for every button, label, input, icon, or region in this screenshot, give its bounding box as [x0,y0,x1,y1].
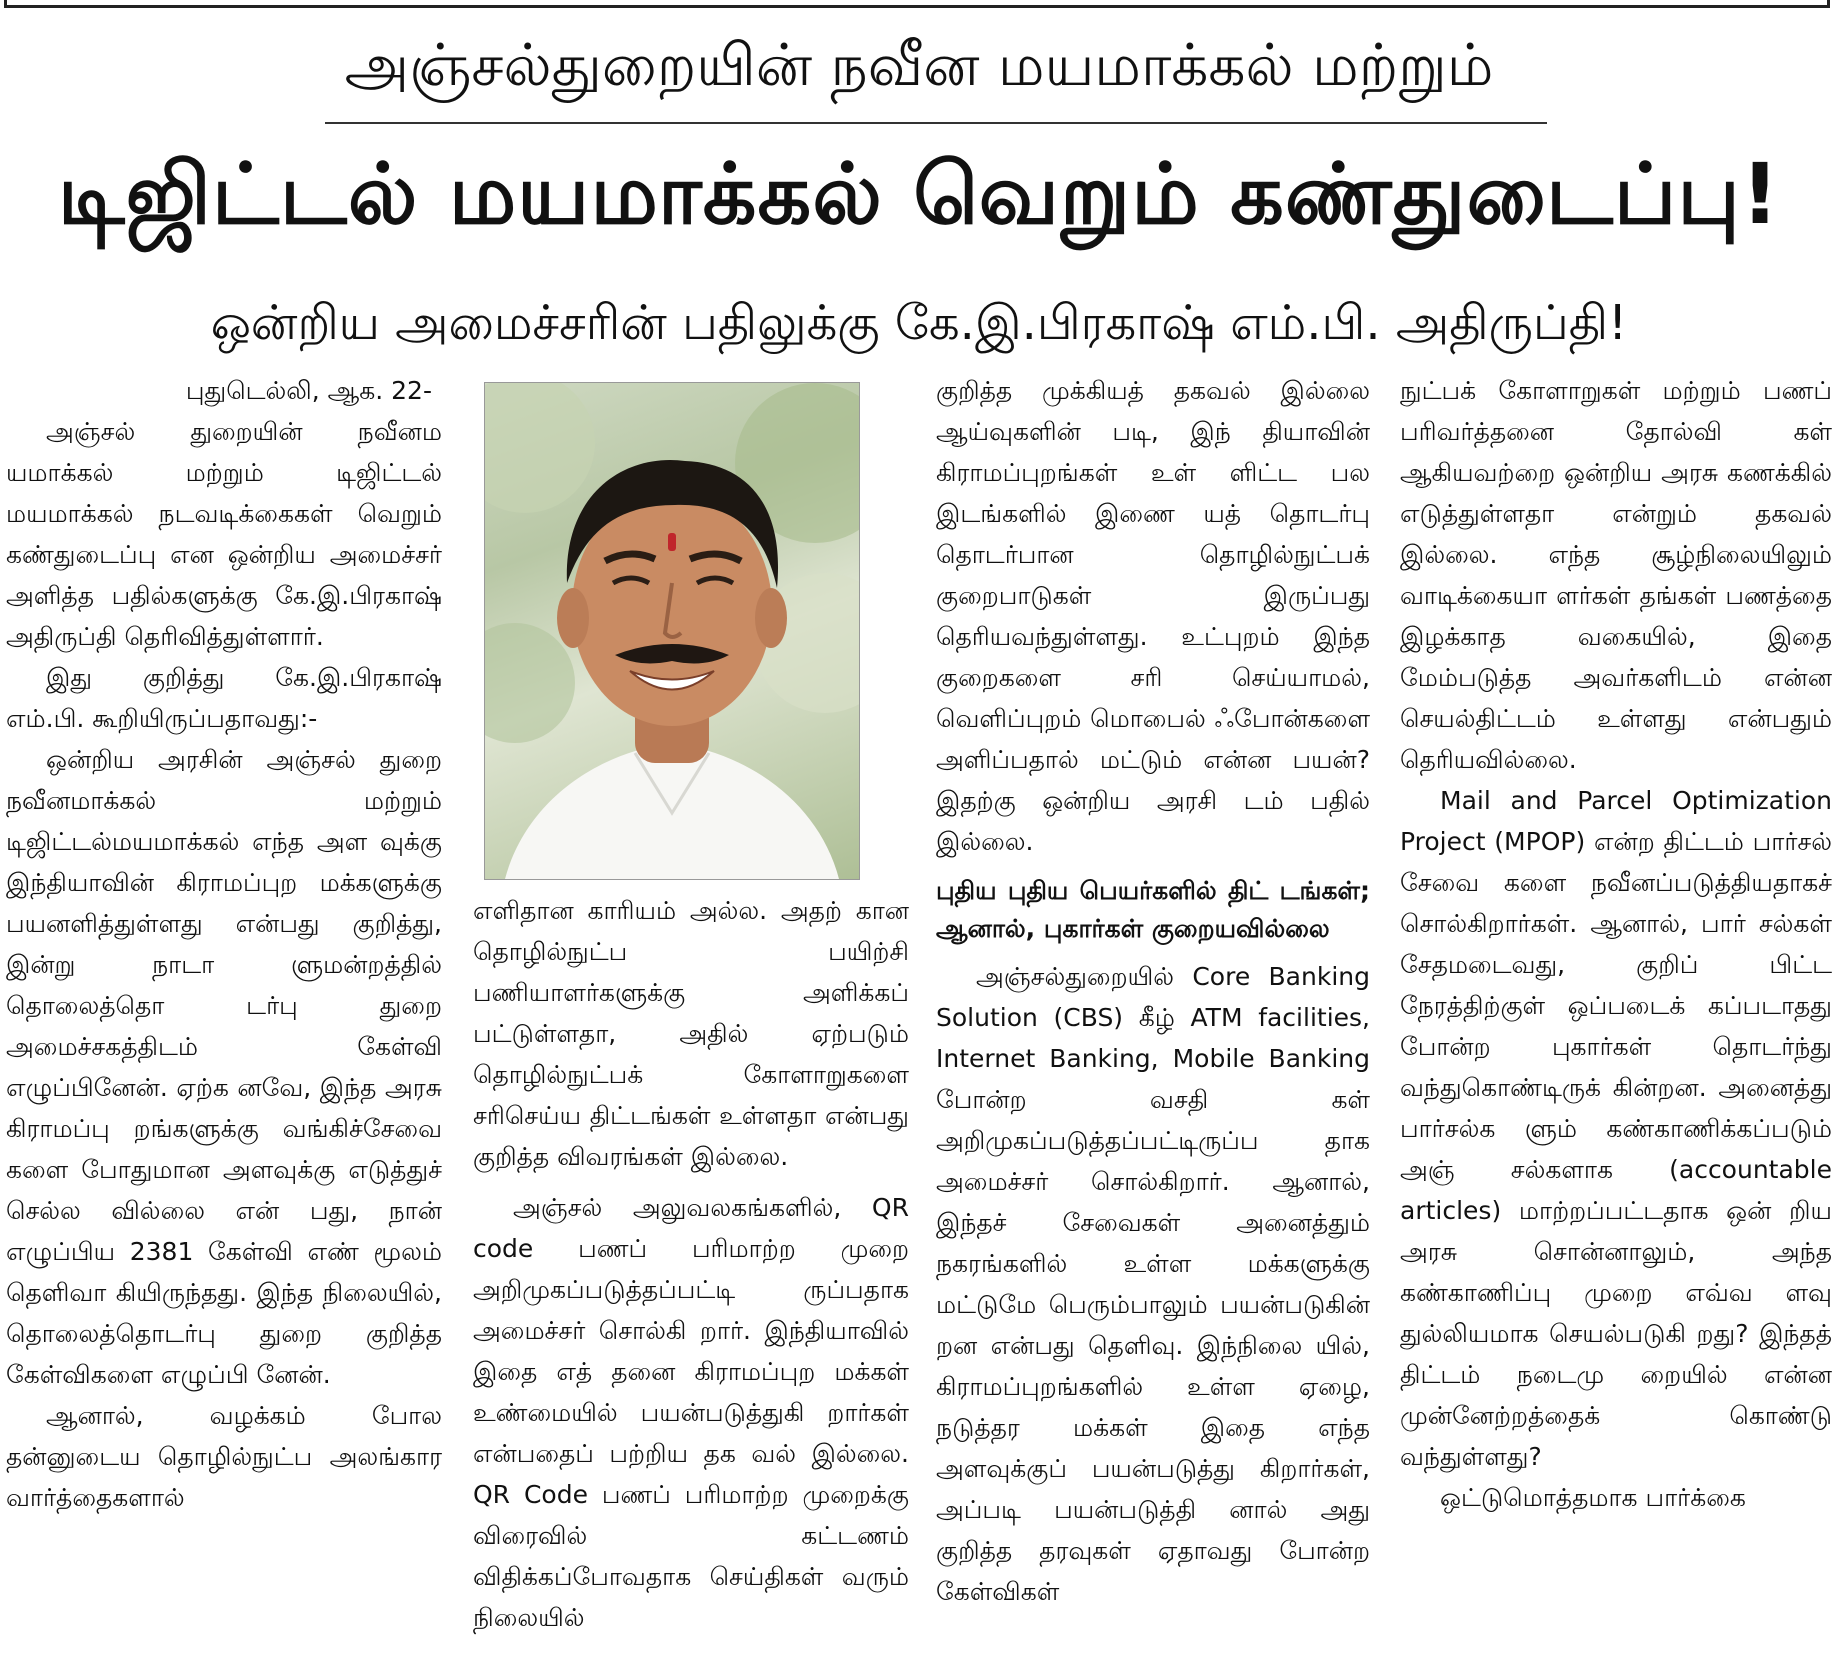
article-column-2 [473,890,909,1678]
kicker-underline [325,122,1547,124]
paragraph: அஞ்சல் துறையின் நவீனம யமாக்கல் மற்றும் டிஜிட்டல் மயமாக்கல் நடவடிக்கைகள் வெறும் கண்துடைப்பு என ஒன்றிய அமைச்சர் அளித்த பதில்களுக்கு கே.இ.பிரகாஷ் அதிருப்தி தெரிவித்துள்ளார். [6,417,442,651]
paragraph: Mail and Parcel Optimization Project (MPOP) என்ற திட்டம் பார்சல் சேவை களை நவீனப்படுத்தியதாகச் சொல்கிறார்கள். ஆனால், பார் சல்கள் சேதமடைவது, குறிப் பிட்ட நேரத்திற்குள் ஒப்படைக் கப்படாதது போன்ற புகார்கள் தொடர்ந்து வந்துகொண்டிருக் கின்றன. அனைத்து பார்சல்க ளும் கண்காணிக்கப்படும் அஞ் சல்களாக (accountable articles) மாற்றப்பட்டதாக ஒன் றிய அரசு சொன்னாலும், அந்த கண்காணிப்பு முறை எவ்வ ளவு துல்லியமாக செயல்படுகி றது? இந்தத் திட்டம் நடைமு றையில் என்ன முன்னேற்றத்தைக் கொண்டு வந்துள்ளது? [1400,786,1832,1471]
paragraph: ஆனால், வழக்கம் போல தன்னுடைய தொழில்நுட்ப அலங்கார வார்த்தைகளால் [6,1401,442,1512]
article-headline: டிஜிட்டல் மயமாக்கல் வெறும் கண்துடைப்பு! [57,145,1781,243]
top-frame-border [4,0,1830,8]
paragraph: ஒட்டுமொத்தமாக பார்க்கை [1440,1483,1746,1512]
article-column-3 [936,370,1370,1678]
subheading: புதிய புதிய பெயர்களில் திட் டங்கள்; ஆனால், புகார்கள் குறையவில்லை [936,876,1370,943]
paragraph: இது குறித்து கே.இ.பிரகாஷ் எம்.பி. கூறியிருப்பதாவது:- [6,663,442,733]
article-kicker: அஞ்சல்துறையின் நவீன மயமாக்கல் மற்றும் [344,31,1494,99]
paragraph: குறித்த முக்கியத் தகவல் இல்லை ஆய்வுகளின் படி, இந் தியாவின் கிராமப்புறங்கள் உள் ளிட்ட பல இடங்களில் இணை யத் தொடர்பு தொடர்பான தொழில்நுட்பக் குறைபாடுகள் இருப்பது தெரியவந்துள்ளது. உட்புறம் இந்த குறைகளை சரி செய்யாமல், வெளிப்புறம் மொபைல் ஃபோன்களை அளிப்பதால் மட்டும் என்ன பயன்? இதற்கு ஒன்றிய அரசி டம் பதில் இல்லை. [936,376,1370,856]
dateline: புதுடெல்லி, ஆக. 22- [185,376,432,405]
article-column-4 [1400,370,1832,1678]
paragraph: ஒன்றிய அரசின் அஞ்சல் துறை நவீனமாக்கல் மற்றும் டிஜிட்டல்மயமாக்கல் எந்த அள வுக்கு இந்தியாவின் கிராமப்புற மக்களுக்கு பயனளித்துள்ளது என்பது குறித்து, இன்று நாடா ளுமன்றத்தில் தொலைத்தொ டர்பு துறை அமைச்சகத்திடம் கேள்வி எழுப்பினேன். ஏற்க னவே, இந்த அரசு கிராமப்பு றங்களுக்கு வங்கிச்சேவை களை போதுமான அளவுக்கு எடுத்துச் செல்ல வில்லை என் பது, நான் எழுப்பிய 2381 கேள்வி எண் மூலம் தெளிவா கியிருந்தது. இந்த நிலையில், தொலைத்தொடர்பு துறை குறித்த கேள்விகளை எழுப்பி னேன். [6,745,442,1389]
paragraph: நுட்பக் கோளாறுகள் மற்றும் பணப் பரிவர்த்தனை தோல்வி கள் ஆகியவற்றை ஒன்றிய அரசு கணக்கில் எடுத்துள்ளதா என்றும் தகவல் இல்லை. எந்த சூழ்நிலையிலும் வாடிக்கையா ளர்கள் தங்கள் பணத்தை இழக்காத வகையில், இதை மேம்படுத்த அவர்களிடம் என்ன செயல்திட்டம் உள்ளது என்பதும் தெரியவில்லை. [1400,376,1832,774]
article-deck: ஒன்றிய அமைச்சரின் பதிலுக்கு கே.இ.பிரகாஷ் எம்.பி. அதிருப்தி! [210,295,1628,351]
paragraph: எளிதான காரியம் அல்ல. அதற் கான தொழில்நுட்ப பயிற்சி பணியாளர்களுக்கு அளிக்கப் பட்டுள்ளதா, அதில் ஏற்படும் தொழில்நுட்பக் கோளாறுகளை சரிசெய்ய திட்டங்கள் உள்ளதா என்பது குறித்த விவரங்கள் இல்லை. [473,896,909,1171]
portrait-illustration [485,383,859,879]
article-column-1 [6,370,442,1678]
portrait-photo [484,382,860,880]
paragraph: அஞ்சல் அலுவலகங்களில், QR code பணப் பரிமாற்ற முறை அறிமுகப்படுத்தப்பட்டி ருப்பதாக அமைச்சர் சொல்கி றார். இந்தியாவில் இதை எத் தனை கிராமப்புற மக்கள் உண்மையில் பயன்படுத்துகி றார்கள் என்பதைப் பற்றிய தக வல் இல்லை. QR Code பணப் பரிமாற்ற முறைக்கு விரைவில் கட்டணம் விதிக்கப்போவதாக செய்திகள் வரும் நிலையில் [473,1193,909,1632]
paragraph: அஞ்சல்துறையில் Core Banking Solution (CBS) கீழ் ATM facilities, Internet Banking, Mobile Banking போன்ற வசதி கள் அறிமுகப்படுத்தப்பட்டிருப்ப தாக அமைச்சர் சொல்கிறார். ஆனால், இந்தச் சேவைகள் அனைத்தும் நகரங்களில் உள்ள மக்களுக்கு மட்டுமே பெரும்பாலும் பயன்படுகின் றன என்பது தெளிவு. இந்நிலை யில், கிராமப்புறங்களில் உள்ள ஏழை, நடுத்தர மக்கள் இதை எந்த அளவுக்குப் பயன்படுத்து கிறார்கள், அப்படி பயன்படுத்தி னால் அது குறித்த தரவுகள் ஏதாவது போன்ற கேள்விகள் [936,962,1370,1606]
